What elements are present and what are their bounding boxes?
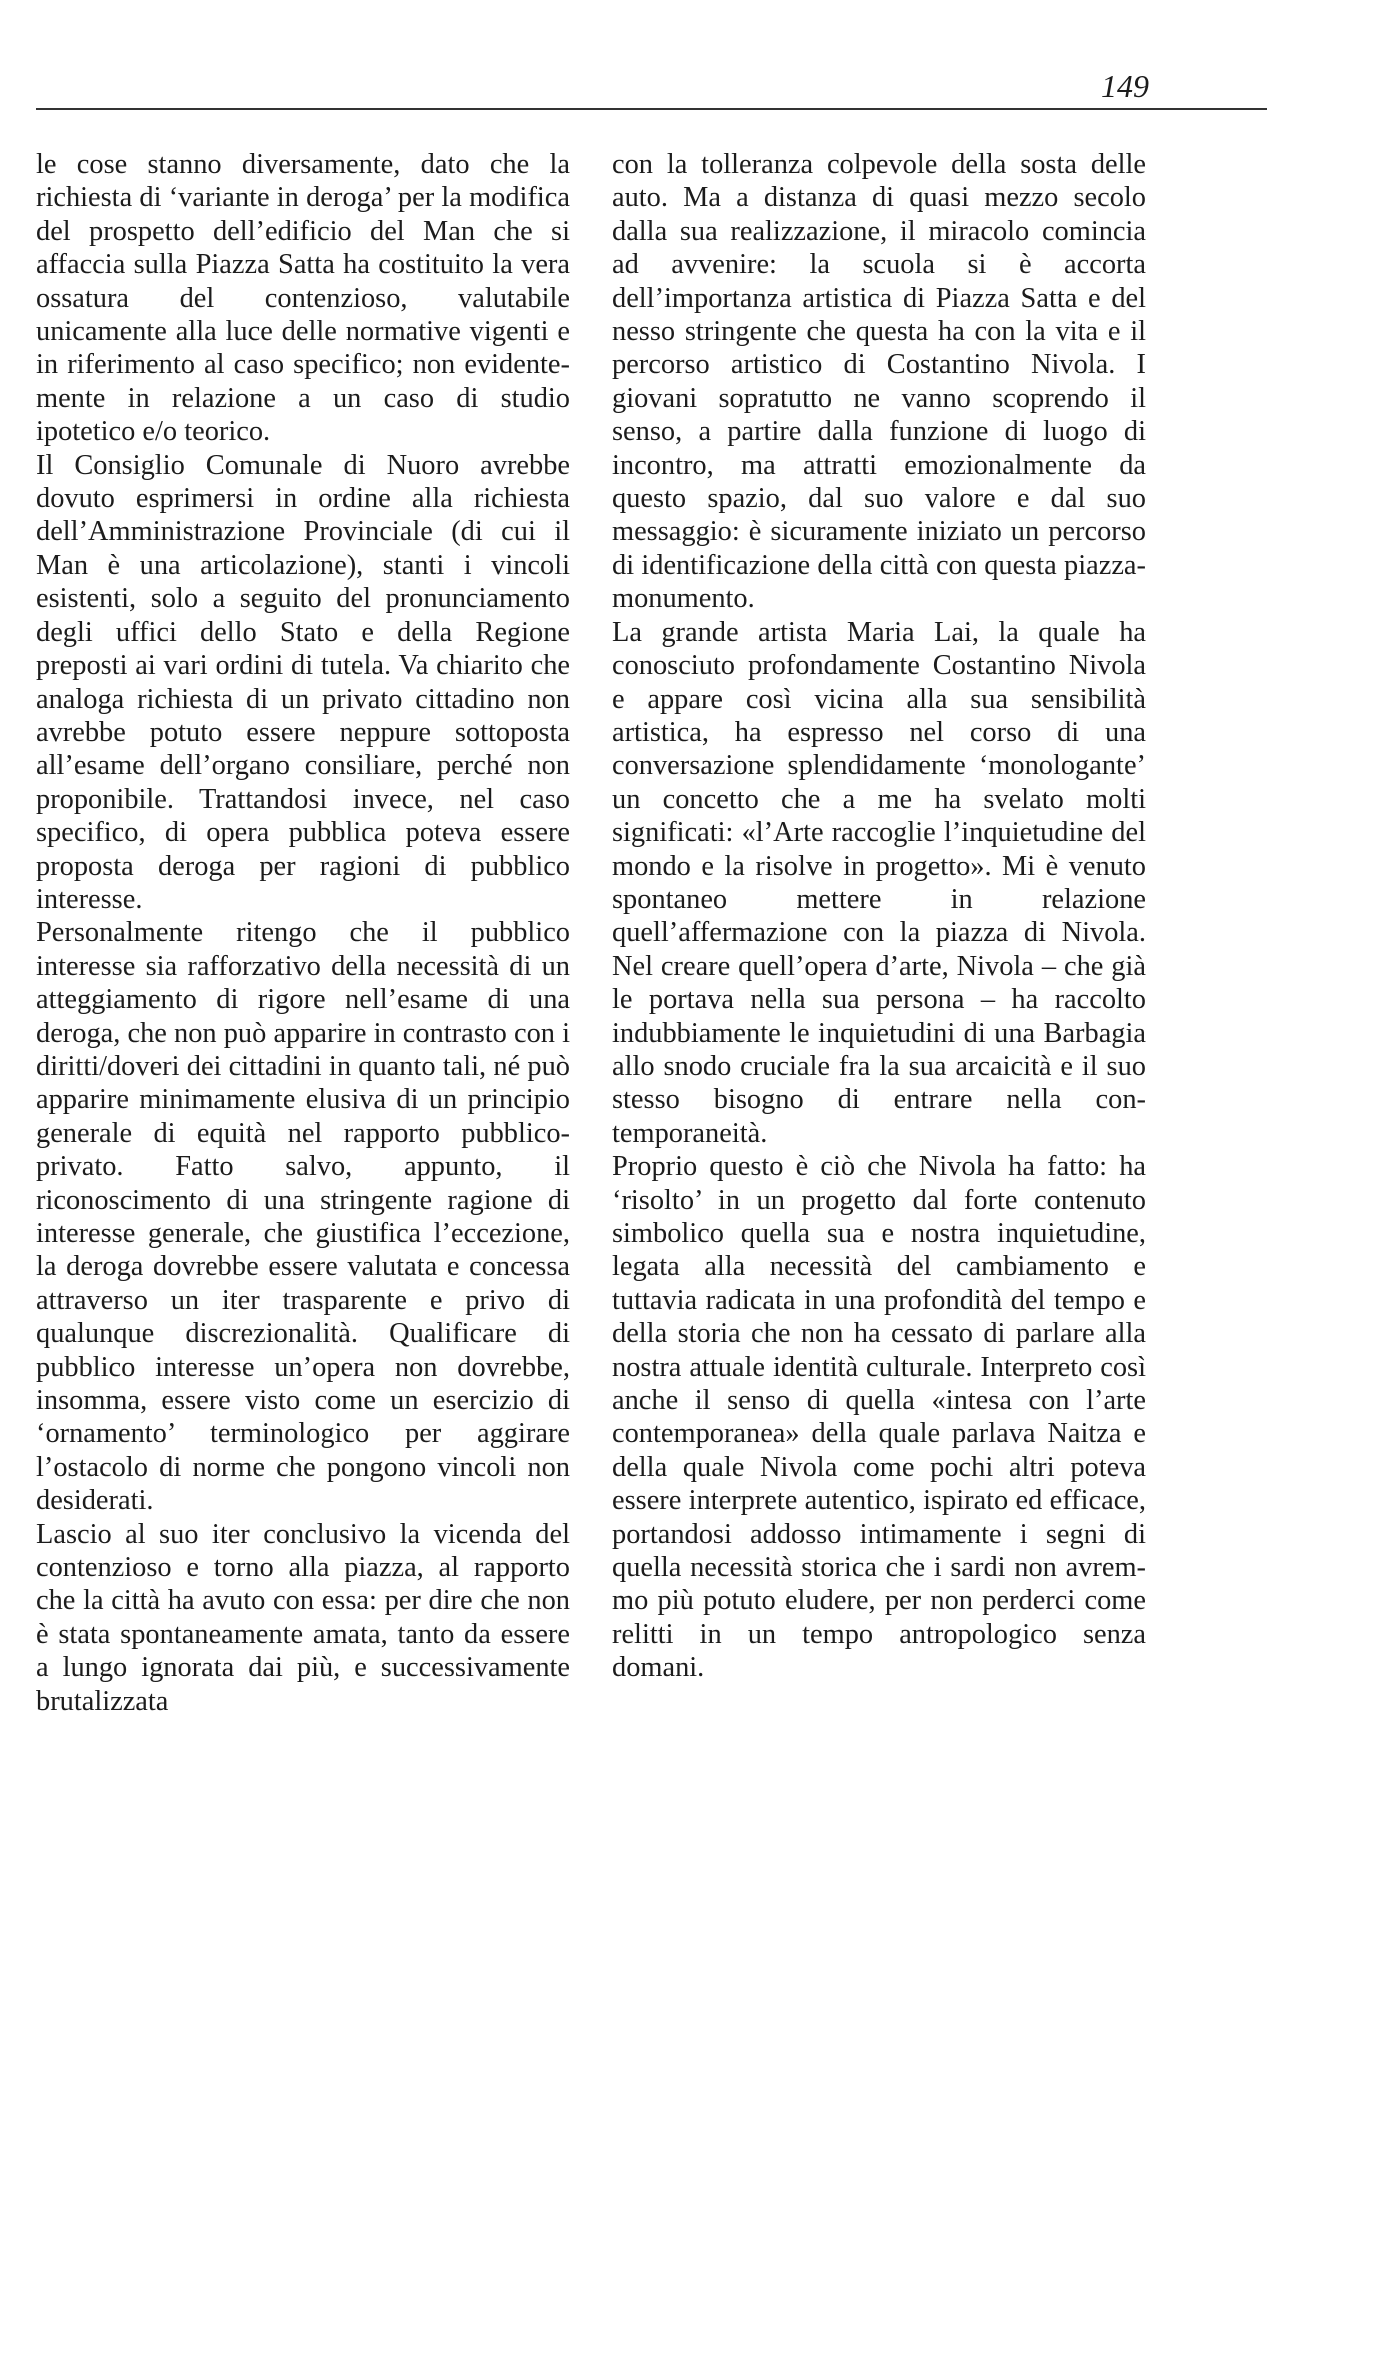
page-number: 149	[1101, 68, 1149, 104]
right-paragraph-1: con la tolleranza colpevole della sosta delle auto. Ma a distanza di quasi mezzo secolo dalla sua realizzazione, il miracolo comincia ad avvenire: la scuola si è accorta dell’importanza artistica di Piazza Satta e del nesso stringente che questa ha con la vita e il percorso artistico di Costantino Nivola. I giovani sopratutto ne vanno scoprendo il senso, a partire dalla funzione di luogo di incontro, ma attratti emozionalmente da questo spazio, dal suo valore e dal suo messaggio: è sicuramente iniziato un percorso di identificazione della città con questa piazza-monumento.	[612, 149, 1146, 615]
right-paragraph-3: Proprio questo è ciò che Nivola ha fatto: ha ‘risolto’ in un progetto dal forte contenuto simbolico quella sua e nostra inquietudine, legata alla necessità del cambiamento e tuttavia radicata in una profondità del tempo e della storia che non ha cessato di parlare alla nostra attuale identità culturale. Interpreto così anche il senso di quella «intesa con l’arte contemporanea» della quale parlava Naitza e della quale Nivola come pochi altri poteva essere interprete autentico, ispirato ed efficace, portandosi addosso intimamente i segni di quella necessità storica che i sardi non avremmo più potuto eludere, per non perderci come relitti in un tempo antropologico senza domani.	[612, 1151, 1146, 1684]
left-column	[36, 148, 570, 1718]
left-paragraph-1: le cose stanno diversamente, dato che la richiesta di ‘variante in deroga’ per la modifica del prospetto dell’edificio del Man che si affaccia sulla Piazza Satta ha costituito la vera ossatura del contenzioso, valutabile unicamente alla luce delle normative vigenti e in riferimento al caso specifico; non evidentemente in relazione a un caso di studio ipotetico e/o teorico.	[36, 149, 570, 448]
right-column	[612, 148, 1146, 1685]
left-paragraph-3: Personalmente ritengo che il pubblico interesse sia rafforzativo della necessità di un atteggiamento di rigore nell’esame di una deroga, che non può apparire in contrasto con i diritti/doveri dei cittadini in quanto tali, né può apparire minimamente elusiva di un principio generale di equità nel rapporto pubblico-privato. Fatto salvo, appunto, il riconoscimento di una stringente ragione di interesse generale, che giustifica l’eccezione, la deroga dovrebbe essere valutata e concessa attraverso un iter trasparente e privo di qualunque discrezionalità. Qualificare di pubblico interesse un’opera non dovrebbe, insomma, essere visto come un esercizio di ‘ornamento’ terminologico per aggirare l’ostacolo di norme che pongono vincoli non desiderati.	[36, 917, 570, 1517]
right-paragraph-2: La grande artista Maria Lai, la quale ha conosciuto profondamente Costantino Nivola e appare così vicina alla sua sensibilità artistica, ha espresso nel corso di una conversazione splendidamente ‘monologante’ un concetto che a me ha svelato molti significati: «l’Arte raccoglie l’inquietudine del mondo e la risolve in progetto». Mi è venuto spontaneo mettere in relazione quell’affermazione con la piazza di Nivola. Nel creare quell’opera d’arte, Nivola – che già le portava nella sua persona – ha raccolto indubbiamente le inquietudini di una Barbagia allo snodo cruciale fra la sua arcaicità e il suo stesso bisogno di entrare nella contemporaneità.	[612, 616, 1146, 1149]
left-paragraph-2: Il Consiglio Comunale di Nuoro avrebbe dovuto esprimersi in ordine alla richiesta dell’Amministrazione Provinciale (di cui il Man è una articolazione), stanti i vincoli esistenti, solo a seguito del pronunciamento degli uffici dello Stato e della Regione preposti ai vari ordini di tutela. Va chiarito che analoga richiesta di un privato cittadino non avrebbe potuto essere neppure sottoposta all’esame dell’organo consiliare, perché non proponibile. Trattandosi invece, nel caso specifico, di opera pubblica poteva essere proposta deroga per ragioni di pubblico interesse.	[36, 449, 570, 915]
left-paragraph-4: Lascio al suo iter conclusivo la vicenda del contenzioso e torno alla piazza, al rapporto che la città ha avuto con essa: per dire che non è stata spontaneamente amata, tanto da essere a lungo ignorata dai più, e successivamente brutalizzata	[36, 1518, 570, 1717]
header-rule	[36, 108, 1267, 110]
